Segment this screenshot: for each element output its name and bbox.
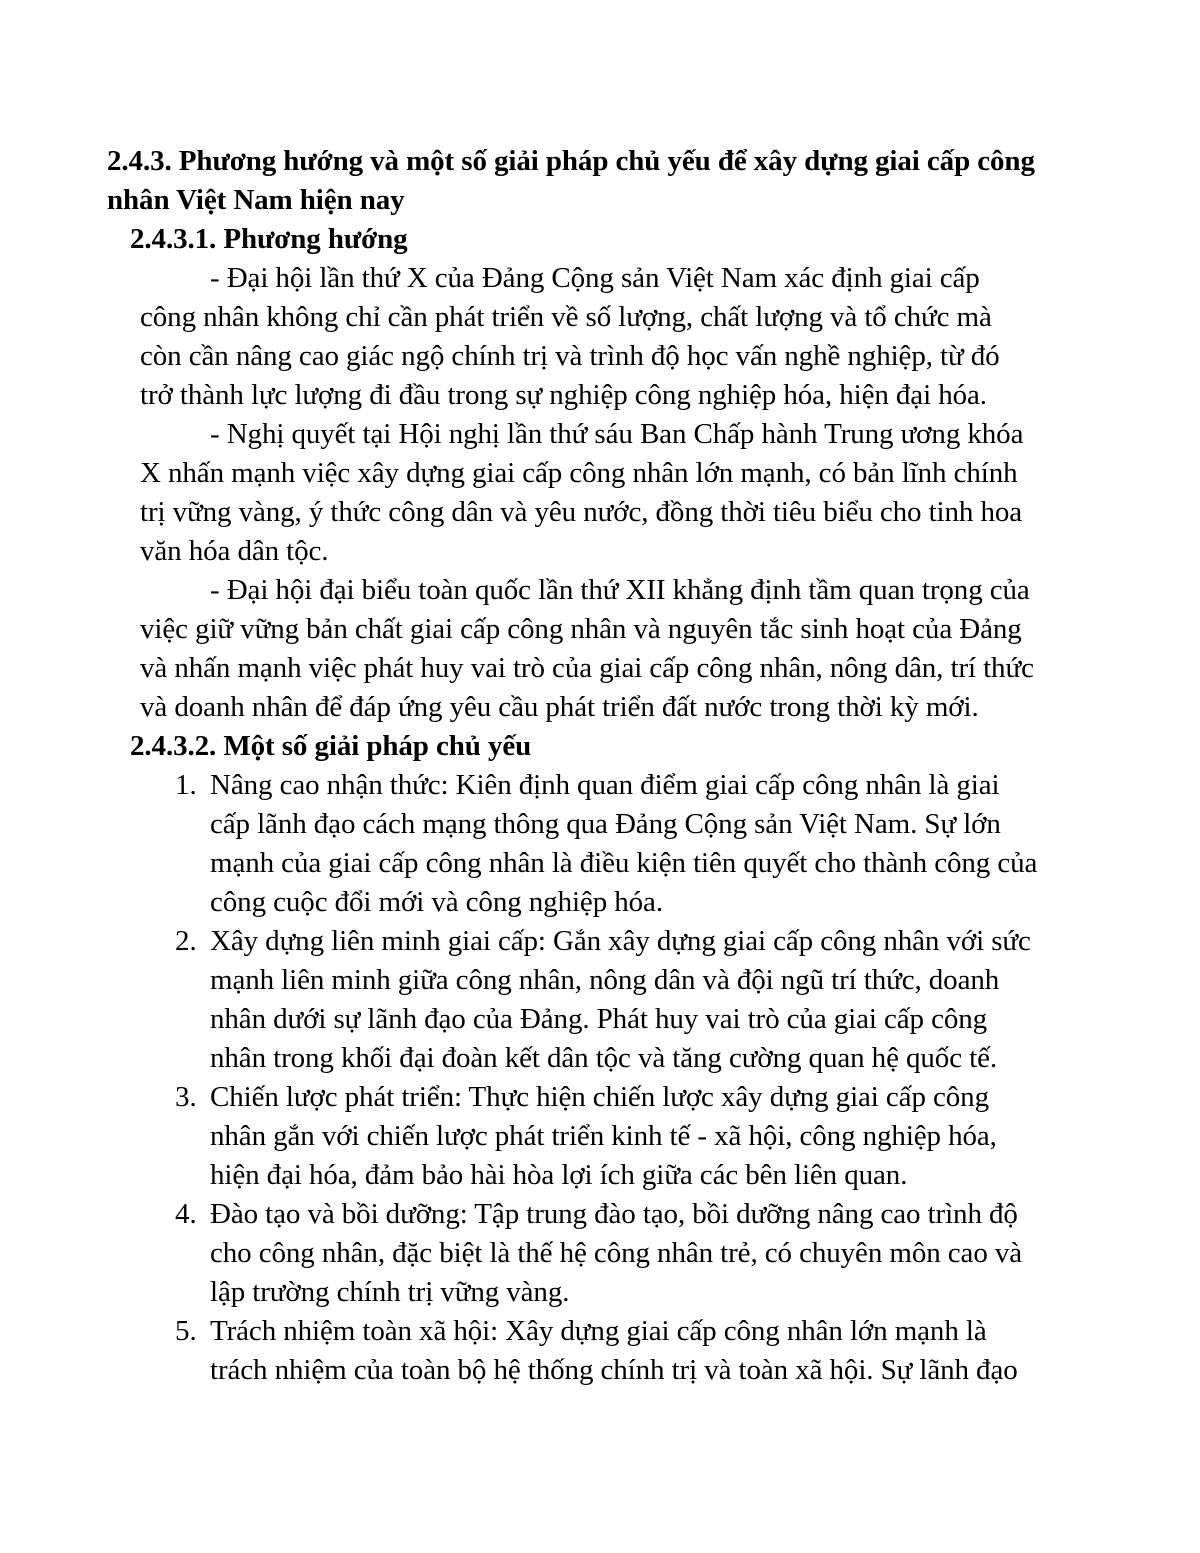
paragraph-line: và nhấn mạnh việc phát huy vai trò của giai cấp công nhân, nông dân, trí thức — [140, 652, 1034, 684]
list-item-number: 4. — [175, 1198, 197, 1230]
paragraph-line: việc giữ vững bản chất giai cấp công nhân và nguyên tắc sinh hoạt của Đảng — [140, 613, 1022, 645]
list-item-line: mạnh liên minh giữa công nhân, nông dân và đội ngũ trí thức, doanh — [210, 964, 1000, 996]
list-item-line: nhân gắn với chiến lược phát triển kinh tế - xã hội, công nghiệp hóa, — [210, 1120, 997, 1152]
list-item-line: Trách nhiệm toàn xã hội: Xây dựng giai cấp công nhân lớn mạnh là — [210, 1315, 987, 1347]
list-item-line: Chiến lược phát triển: Thực hiện chiến lược xây dựng giai cấp công — [210, 1081, 989, 1113]
list-item-line: cho công nhân, đặc biệt là thế hệ công nhân trẻ, có chuyên môn cao và — [210, 1237, 1023, 1269]
paragraph-line: trở thành lực lượng đi đầu trong sự nghiệp công nghiệp hóa, hiện đại hóa. — [140, 379, 987, 411]
paragraph-line: - Nghị quyết tại Hội nghị lần thứ sáu Ban Chấp hành Trung ương khóa — [210, 418, 1024, 450]
list-item-line: trách nhiệm của toàn bộ hệ thống chính trị và toàn xã hội. Sự lãnh đạo — [210, 1354, 1018, 1386]
list-item-line: mạnh của giai cấp công nhân là điều kiện tiên quyết cho thành công của — [210, 847, 1038, 879]
paragraph-line: - Đại hội đại biểu toàn quốc lần thứ XII khẳng định tầm quan trọng của — [210, 574, 1030, 606]
section-heading-continued: nhân Việt Nam hiện nay — [107, 184, 405, 216]
list-item-line: nhân dưới sự lãnh đạo của Đảng. Phát huy vai trò của giai cấp công — [210, 1003, 988, 1035]
subsection-heading-solutions: 2.4.3.2. Một số giải pháp chủ yếu — [130, 730, 532, 762]
list-item-line: cấp lãnh đạo cách mạng thông qua Đảng Cộng sản Việt Nam. Sự lớn — [210, 808, 1001, 840]
list-item-line: Nâng cao nhận thức: Kiên định quan điểm giai cấp công nhân là giai — [210, 769, 1000, 801]
list-item-number: 2. — [175, 925, 197, 957]
list-item-line: nhân trong khối đại đoàn kết dân tộc và tăng cường quan hệ quốc tế. — [210, 1042, 997, 1074]
list-item-number: 5. — [175, 1315, 197, 1347]
list-item-line: công cuộc đổi mới và công nghiệp hóa. — [210, 886, 663, 918]
list-item-line: hiện đại hóa, đảm bảo hài hòa lợi ích giữa các bên liên quan. — [210, 1159, 908, 1191]
subsection-heading-direction: 2.4.3.1. Phương hướng — [130, 223, 408, 255]
list-item-line: Đào tạo và bồi dưỡng: Tập trung đào tạo, bồi dưỡng nâng cao trình độ — [210, 1198, 1018, 1230]
section-heading: 2.4.3. Phương hướng và một số giải pháp chủ yếu để xây dựng giai cấp công — [107, 145, 1035, 177]
paragraph-line: - Đại hội lần thứ X của Đảng Cộng sản Việt Nam xác định giai cấp — [210, 262, 980, 294]
list-item-line: Xây dựng liên minh giai cấp: Gắn xây dựng giai cấp công nhân với sức — [210, 925, 1031, 957]
paragraph-line: và doanh nhân để đáp ứng yêu cầu phát triển đất nước trong thời kỳ mới. — [140, 691, 979, 723]
paragraph-line: văn hóa dân tộc. — [140, 535, 329, 567]
paragraph-line: công nhân không chỉ cần phát triển về số lượng, chất lượng và tổ chức mà — [140, 301, 992, 333]
list-item-number: 3. — [175, 1081, 197, 1113]
list-item-number: 1. — [175, 769, 197, 801]
paragraph-line: còn cần nâng cao giác ngộ chính trị và trình độ học vấn nghề nghiệp, từ đó — [140, 340, 1000, 372]
paragraph-line: X nhấn mạnh việc xây dựng giai cấp công nhân lớn mạnh, có bản lĩnh chính — [140, 457, 1018, 489]
paragraph-line: trị vững vàng, ý thức công dân và yêu nước, đồng thời tiêu biểu cho tinh hoa — [140, 496, 1023, 528]
list-item-line: lập trường chính trị vững vàng. — [210, 1276, 570, 1308]
